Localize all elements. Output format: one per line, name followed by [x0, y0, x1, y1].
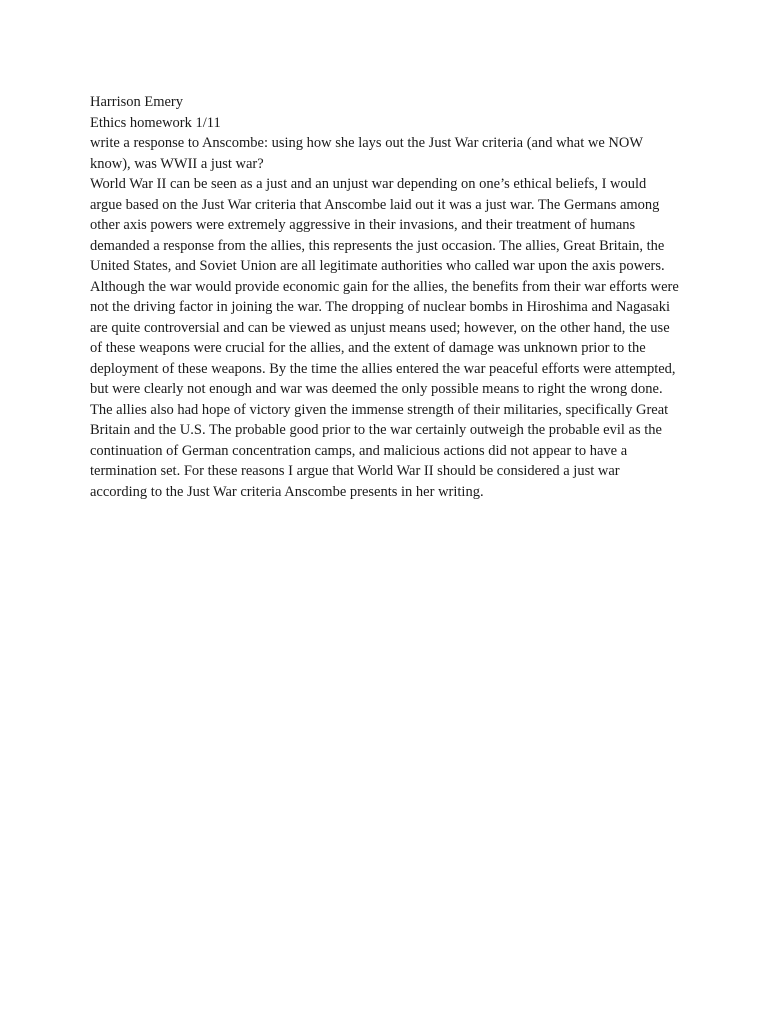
- essay-body: World War II can be seen as a just and an unjust war depending on one’s ethical beliefs, I would argue based on the Just War criteria that Anscombe laid out it was a just war. The Germans among other axis powers were extremely aggressive in their invasions, and their treatment of humans demanded a response from the allies, this represents the just occasion. The allies, Great Britain, the United States, and Soviet Union are all legitimate authorities who called war upon the axis powers. Although the war would provide economic gain for the allies, the benefits from their war efforts were not the driving factor in joining the war. The dropping of nuclear bombs in Hiroshima and Nagasaki are quite controversial and can be viewed as unjust means used; however, on the other hand, the use of these weapons were crucial for the allies, and the extent of damage was unknown prior to the deployment of these weapons. By the time the allies entered the war peaceful efforts were attempted, but were clearly not enough and war was deemed the only possible means to right the wrong done. The allies also had hope of victory given the immense strength of their militaries, specifically Great Britain and the U.S. The probable good prior to the war certainly outweigh the probable evil as the continuation of German concentration camps, and malicious actions did not appear to have a termination set. For these reasons I argue that World War II should be considered a just war according to the Just War criteria Anscombe presents in her writing.: [90, 176, 679, 500]
- course-line: Ethics homework 1/11: [90, 114, 221, 131]
- author-name: Harrison Emery: [90, 94, 184, 110]
- document-content: [90, 92, 680, 502]
- assignment-prompt: write a response to Anscombe: using how she lays out the Just War criteria (and what we NOW know), was WWII a just war?: [90, 135, 643, 172]
